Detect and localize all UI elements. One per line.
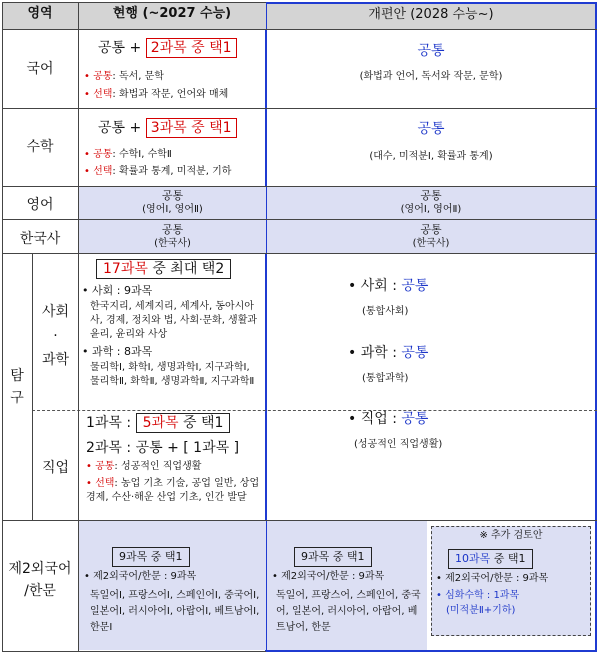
- inquiry-reform-job: [348, 408, 568, 452]
- history-current-title: 공통: [161, 223, 184, 236]
- inquiry-reform-job-detail: (성공적인 직업생활): [354, 439, 443, 450]
- inquiry-sub-social-science: [33, 300, 78, 372]
- inquiry-job-line2: 2과목 : 공통 + [ 1과목 ]: [86, 440, 240, 456]
- korean-common-label: • 공통: [84, 71, 112, 82]
- grid-line: [2, 108, 597, 109]
- inquiry-job-line1: [86, 412, 266, 433]
- inquiry-sub-science: 과학: [41, 352, 70, 368]
- header-current-label: 현행 (~2027 수능): [112, 6, 232, 21]
- english-area: [2, 194, 78, 214]
- header-reform-label: 개편안 (2028 수능~): [368, 7, 494, 22]
- inquiry-area-char1: 탐: [10, 368, 24, 384]
- inquiry-reform-job-value: 공통: [401, 411, 429, 427]
- inquiry-job-choice-box: [136, 413, 231, 433]
- inquiry-reform-social-line: [348, 275, 548, 295]
- korean-prefix: 공통 +: [98, 40, 142, 56]
- math-elective-line: [84, 165, 264, 179]
- header-area-label: 영역: [27, 6, 53, 21]
- inquiry-reform-science-detail: (통합과학): [362, 373, 409, 384]
- inquiry-reform-science: [348, 342, 548, 386]
- inquiry-job-choice-count: 5과목: [142, 415, 179, 431]
- grid-line: [2, 520, 597, 521]
- grid-line: [32, 253, 33, 520]
- foreign-reform-head: • 제2외국어/한문 : 9과목: [272, 570, 426, 584]
- english-reform-detail: (영어Ⅰ, 영어Ⅱ): [400, 204, 462, 215]
- math-prefix: 공통 +: [98, 120, 142, 136]
- grid-line: [2, 219, 597, 220]
- foreign-extra-adv-detail: (미적분Ⅱ+기하): [446, 605, 516, 616]
- inquiry-social-head: • 사회 : 9과목: [82, 282, 266, 298]
- inquiry-reform-social-label: 사회 :: [360, 278, 397, 294]
- history-area: [2, 228, 78, 248]
- inquiry-job-elective-label: • 선택: [86, 478, 114, 489]
- korean-elective-line: [84, 88, 264, 102]
- foreign-extra-title: ※ 추가 검토안: [479, 530, 543, 541]
- history-reform: [267, 221, 595, 251]
- english-reform-title: 공통: [420, 189, 442, 202]
- grid-line: [2, 2, 266, 3]
- foreign-extra-box: [431, 526, 591, 636]
- korean-elective-text: : 화법과 작문, 언어와 매체: [112, 89, 229, 100]
- foreign-current-head: • 제2외국어/한문 : 9과목: [84, 570, 264, 584]
- korean-reform-detail: (화법과 언어, 독서와 작문, 문학): [359, 71, 503, 82]
- history-reform-detail: (한국사): [412, 238, 450, 249]
- inquiry-sub-social: 사회: [41, 304, 70, 320]
- foreign-extra-choice-count: 10과목: [455, 552, 491, 565]
- foreign-area-line1: 제2외국어: [8, 561, 72, 577]
- english-current-title: 공통: [161, 189, 184, 202]
- inquiry-reform-social-value: 공통: [401, 278, 429, 294]
- foreign-reform-list: 독일어, 프랑스어, 스페인어, 중국어, 일본어, 러시아어, 아랍어, 베트남어, 한문: [276, 590, 421, 633]
- inquiry-job-elective-text: : 농업 기초 기술, 공업 일반, 상업 경제, 수산·해운 산업 기초, 인간 발달: [86, 478, 260, 503]
- foreign-reform: [272, 545, 426, 636]
- foreign-extra-choice-box: [448, 549, 533, 569]
- korean-current-headline: [98, 37, 264, 58]
- foreign-area: [2, 558, 78, 602]
- header-area: [2, 3, 78, 29]
- korean-elective-label: • 선택: [84, 89, 112, 100]
- inquiry-reform-job-line: [348, 408, 568, 428]
- history-current: [79, 221, 266, 251]
- history-reform-title: 공통: [420, 223, 442, 236]
- inquiry-reform-social-detail: (통합사회): [362, 306, 409, 317]
- inquiry-job-common-text: : 성공적인 직업생활: [114, 461, 202, 472]
- english-area-label: 영어: [26, 197, 54, 213]
- foreign-current: [84, 545, 264, 636]
- inquiry-current-job: [86, 412, 266, 505]
- inquiry-social-list: 한국지리, 세계지리, 세계사, 동아시아사, 경제, 정치와 법, 사회·문화, 생활과 윤리, 윤리와 사상: [90, 301, 258, 340]
- grid-line: [2, 29, 597, 30]
- foreign-current-choice-box: 9과목 중 택1: [112, 547, 190, 567]
- korean-area: [2, 58, 78, 78]
- foreign-reform-choice-box: 9과목 중 택1: [294, 547, 372, 567]
- english-current: [79, 187, 266, 217]
- math-common-label: • 공통: [84, 149, 112, 160]
- grid-line: [2, 651, 266, 652]
- history-area-label: 한국사: [19, 231, 61, 247]
- inquiry-job-common-label: • 공통: [86, 461, 114, 472]
- inquiry-job-elective-line: [86, 477, 261, 505]
- korean-reform-title: 공통: [417, 43, 445, 59]
- inquiry-area-char2: 구: [10, 390, 24, 406]
- foreign-extra-head: • 제2외국어/한문 : 9과목: [436, 572, 590, 586]
- korean-area-label: 국어: [26, 61, 54, 77]
- inquiry-science-list: 물리학Ⅰ, 화학Ⅰ, 생명과학Ⅰ, 지구과학Ⅰ, 물리학Ⅱ, 화학Ⅱ, 생명과학Ⅱ, 지구과학Ⅱ: [90, 362, 255, 387]
- english-reform: [267, 187, 595, 217]
- inquiry-job-choice-rest: 중 택1: [183, 415, 224, 431]
- inquiry-choice-count: 17과목: [103, 261, 148, 277]
- math-area: [2, 136, 78, 156]
- grid-line: [2, 2, 3, 652]
- inquiry-reform-science-line: [348, 342, 548, 362]
- grid-line: [78, 2, 79, 652]
- korean-common-line: [84, 70, 264, 84]
- english-current-detail: (영어Ⅰ, 영어Ⅱ): [142, 204, 203, 215]
- inquiry-reform-science-value: 공통: [401, 345, 429, 361]
- inquiry-reform-science-label: 과학 :: [360, 345, 397, 361]
- math-reform: [267, 118, 595, 164]
- inquiry-job-common-line: [86, 460, 266, 474]
- header-reform: [267, 4, 595, 29]
- inquiry-science-head: • 과학 : 8과목: [82, 343, 266, 359]
- math-choice-box: 3과목 중 택1: [146, 118, 237, 138]
- foreign-reform-choice-line: [294, 545, 426, 567]
- foreign-area-line2: /한문: [24, 583, 56, 599]
- korean-common-text: : 독서, 문학: [112, 71, 164, 82]
- inquiry-sub-dot: ·: [53, 328, 58, 344]
- inquiry-sub-job: 직업: [41, 460, 70, 476]
- inquiry-current-social-science: [82, 258, 266, 389]
- history-current-detail: (한국사): [154, 238, 191, 249]
- header-current: [78, 3, 266, 29]
- inquiry-job-line1-prefix: 1과목 :: [86, 415, 132, 431]
- inquiry-choice-rest: 중 최대 택2: [152, 261, 225, 277]
- inquiry-reform-job-label: 직업 :: [360, 411, 397, 427]
- inquiry-choice-line: [96, 258, 266, 279]
- inquiry-sub-job-cell: [33, 457, 78, 477]
- foreign-extra-choice-line: [448, 547, 590, 569]
- korean-current: [84, 37, 264, 102]
- inquiry-reform-social: [348, 275, 548, 319]
- foreign-current-list: 독일어Ⅰ, 프랑스어Ⅰ, 스페인어Ⅰ, 중국어Ⅰ, 일본어Ⅰ, 러시아어Ⅰ, 아랍어Ⅰ, 베트남어Ⅰ, 한문Ⅰ: [90, 590, 260, 633]
- math-area-label: 수학: [26, 139, 54, 155]
- korean-choice-box: 2과목 중 택1: [146, 38, 237, 58]
- math-elective-label: • 선택: [84, 166, 112, 177]
- korean-reform: [267, 40, 595, 84]
- math-common-text: : 수학Ⅰ, 수학Ⅱ: [112, 149, 172, 160]
- inquiry-area: [2, 365, 32, 409]
- math-common-line: [84, 148, 264, 162]
- foreign-current-choice-line: [112, 545, 264, 567]
- math-current-headline: [98, 117, 264, 138]
- grid-line: [2, 253, 597, 254]
- math-elective-text: : 확률과 통계, 미적분, 기하: [112, 166, 232, 177]
- math-reform-title: 공통: [417, 121, 445, 137]
- foreign-extra-adv-label: • 심화수학 : 1과목: [436, 589, 590, 603]
- math-current: [84, 117, 264, 179]
- math-reform-detail: (대수, 미적분Ⅰ, 확률과 통계): [369, 151, 493, 162]
- inquiry-choice-box: [96, 259, 231, 279]
- foreign-extra-choice-rest: 중 택1: [493, 552, 526, 565]
